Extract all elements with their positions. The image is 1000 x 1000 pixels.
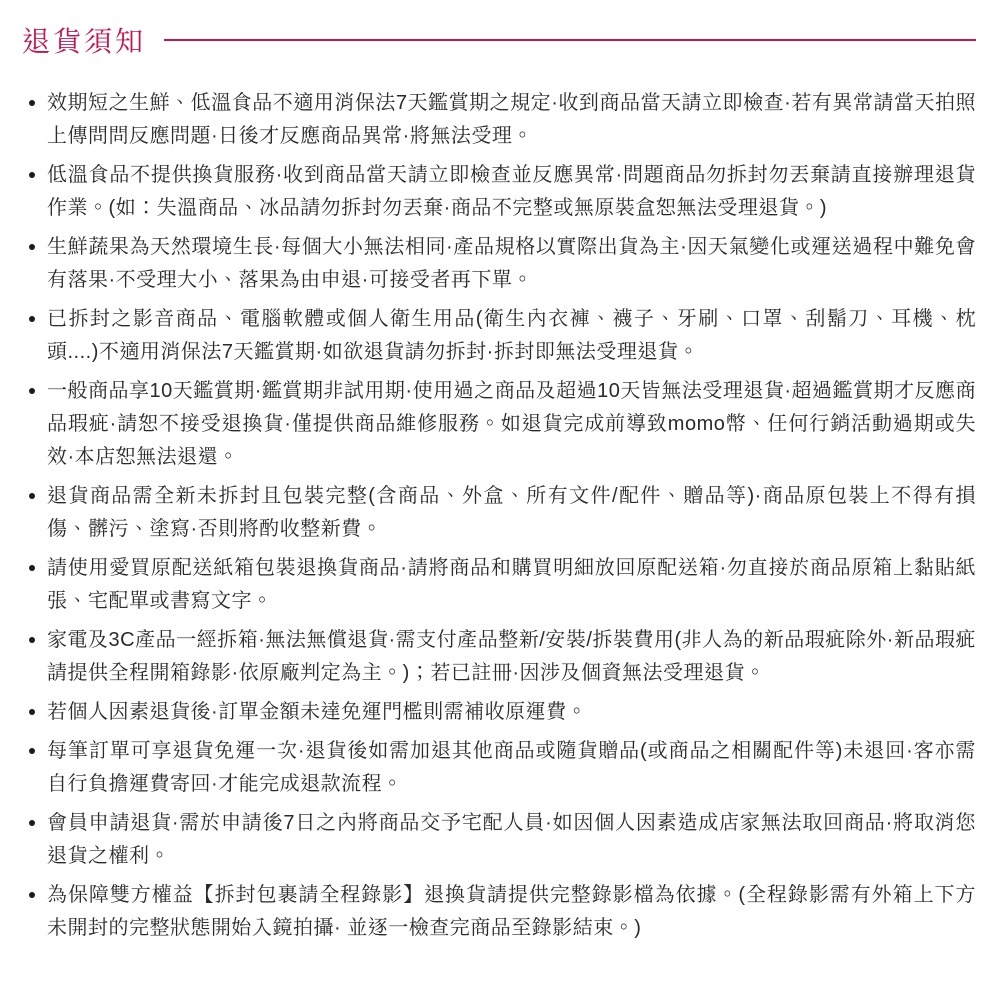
notice-item-text: 退貨商品需全新未拆封且包裝完整(含商品、外盒、所有文件/配件、贈品等)·商品原包裝上不得有損傷、髒污、塗寫·否則將酌收整新費。 [47,485,976,540]
notice-item-text: 家電及3C產品一經拆箱·無法無償退貨·需支付產品整新/安裝/拆裝費用(非人為的新品瑕疵除外·新品瑕疵請提供全程開箱錄影·依原廠判定為主。)；若已註冊·因涉及個資無法受理退貨。 [47,629,976,684]
bullet-icon [29,637,35,643]
notice-item [22,480,976,546]
notice-item-text: 請使用愛買原配送紙箱包裝退換貨商品·請將商品和購買明細放回原配送箱·勿直接於商品原箱上黏貼紙張、宅配單或書寫文字。 [47,557,976,612]
title-divider [164,39,976,41]
bullet-icon [29,388,35,394]
notice-item-text: 若個人因素退貨後·訂單金額未達免運門檻則需補收原運費。 [47,701,588,723]
notice-item-text: 每筆訂單可享退貨免運一次·退貨後如需加退其他商品或隨貨贈品(或商品之相關配件等)未退回·客亦需自行負擔運費寄回·才能完成退款流程。 [47,740,976,795]
notice-item [22,231,976,297]
notice-item [22,87,976,153]
page-header [22,20,976,60]
bullet-icon [29,565,35,571]
notice-item [22,159,976,225]
bullet-icon [29,892,35,898]
notice-item-text: 低溫食品不提供換貨服務·收到商品當天請立即檢查並反應異常·問題商品勿拆封勿丟棄請直接辦理退貨作業。(如：失溫商品、冰品請勿拆封勿丟棄·商品不完整或無原裝盒恕無法受理退貨。) [47,164,976,219]
bullet-icon [29,172,35,178]
notice-item-text: 一般商品享10天鑑賞期·鑑賞期非試用期·使用過之商品及超過10天皆無法受理退貨·超過鑑賞期才反應商品瑕疵·請恕不接受退換貨·僅提供商品維修服務。如退貨完成前導致momo幣、任何行銷活動過期或失效·本店恕無法退還。 [47,380,976,468]
bullet-icon [29,244,35,250]
notice-item [22,807,976,873]
bullet-icon [29,709,35,715]
notice-item [22,879,976,945]
page-title: 退貨須知 [22,26,147,57]
bullet-icon [29,493,35,499]
notice-item [22,735,976,801]
bullet-icon [29,748,35,754]
notice-item-text: 為保障雙方權益【拆封包裹請全程錄影】退換貨請提供完整錄影檔為依據。(全程錄影需有外箱上下方未開封的完整狀態開始入鏡拍攝· 並逐一檢查完商品至錄影結束。) [47,884,976,939]
notice-item-text: 會員申請退貨·需於申請後7日之內將商品交予宅配人員·如因個人因素造成店家無法取回商品·將取消您退貨之權利。 [47,812,976,867]
bullet-icon [29,820,35,826]
notice-item [22,303,976,369]
notice-list [22,87,976,945]
notice-item [22,624,976,690]
notice-item [22,696,976,729]
bullet-icon [29,100,35,106]
notice-item-text: 生鮮蔬果為天然環境生長·每個大小無法相同·產品規格以實際出貨為主·因天氣變化或運送過程中難免會有落果·不受理大小、落果為由申退·可接受者再下單。 [47,236,976,291]
notice-item-text: 已拆封之影音商品、電腦軟體或個人衛生用品(衛生內衣褲、襪子、牙刷、口罩、刮鬍刀、耳機、枕頭....)不適用消保法7天鑑賞期·如欲退貨請勿拆封·拆封即無法受理退貨。 [47,308,976,363]
notice-item [22,552,976,618]
bullet-icon [29,316,35,322]
notice-item [22,375,976,474]
notice-item-text: 效期短之生鮮、低溫食品不適用消保法7天鑑賞期之規定·收到商品當天請立即檢查·若有異常請當天拍照上傳問問反應問題·日後才反應商品異常·將無法受理。 [47,92,976,147]
